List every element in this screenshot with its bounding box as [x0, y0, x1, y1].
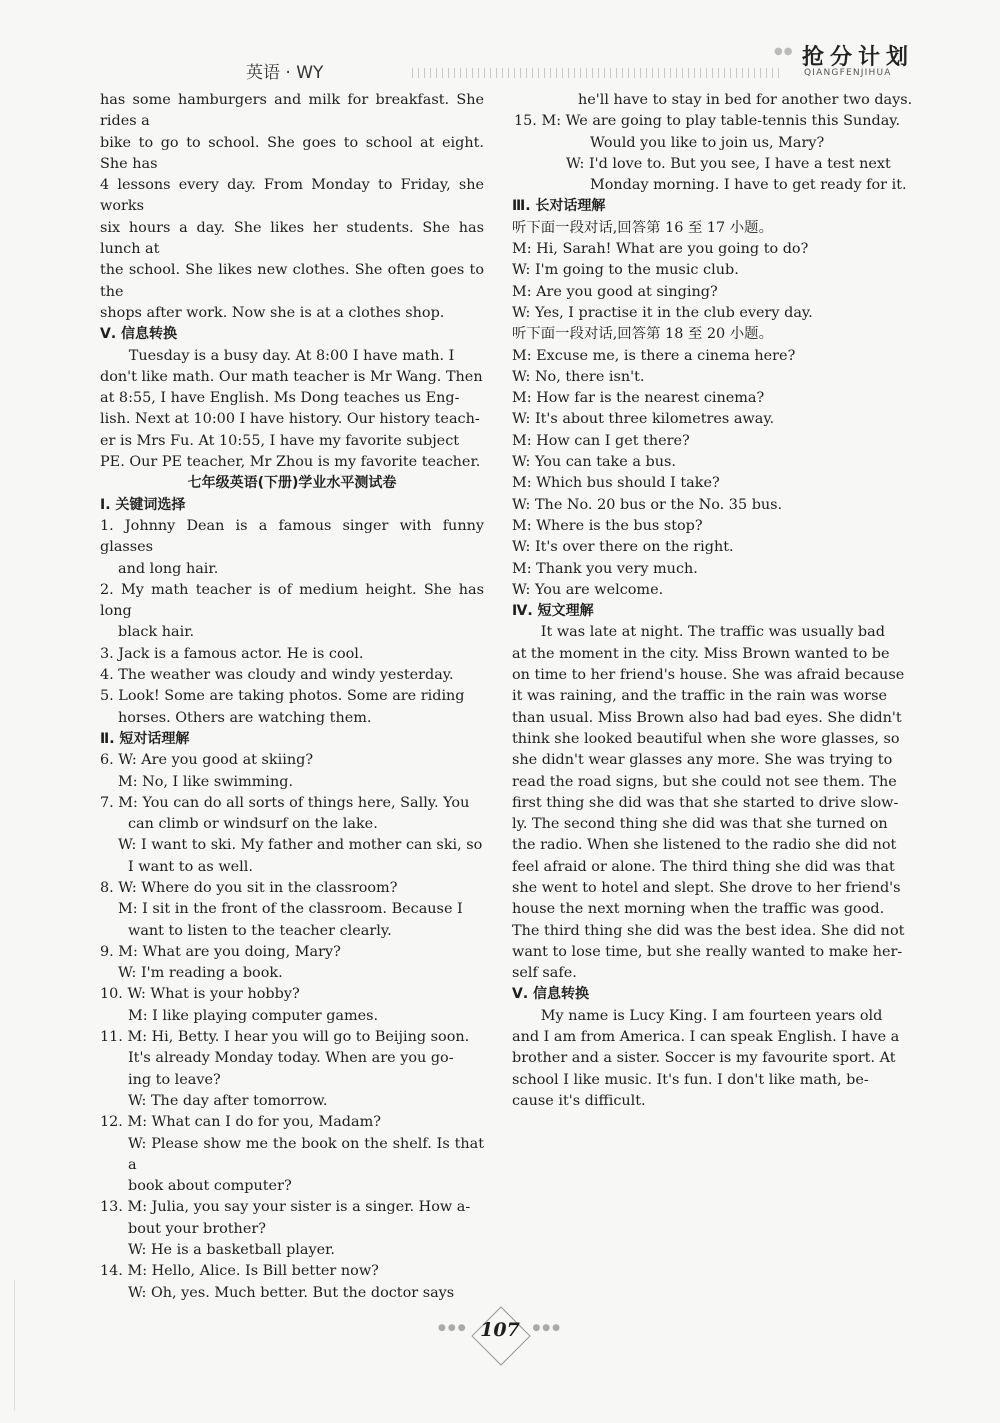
text-line: W: It's over there on the right.: [512, 539, 734, 556]
text-line: bike to go to school. She goes to school at eight. She has: [100, 134, 484, 172]
text-line: on time to her friend's house. She was afraid because: [512, 667, 905, 684]
text-line: W: I'm reading a book.: [118, 965, 283, 982]
text-line: the radio. When she listened to the radio she did not: [512, 837, 897, 854]
text-line: 15. M: We are going to play table-tennis this Sunday.: [514, 113, 901, 130]
text-line: book about computer?: [128, 1178, 292, 1195]
text-line: ly. The second thing she did was that she turned on: [512, 816, 888, 833]
text-line: the school. She likes new clothes. She often goes to the: [100, 262, 484, 300]
text-line: black hair.: [118, 624, 195, 641]
exam-title: 七年级英语(下册)学业水平测试卷: [187, 475, 397, 492]
text-line: The third thing she did was the best idea. She did not: [512, 922, 905, 939]
text-line: at the moment in the city. Miss Brown wanted to be: [512, 645, 890, 662]
section-heading: Ⅴ. 信息转换: [512, 986, 590, 1003]
text-line: M: How can I get there?: [512, 432, 690, 449]
text-line: Tuesday is a busy day. At 8:00 I have math. I: [128, 347, 455, 364]
text-line: W: Please show me the book on the shelf. Is that a: [128, 1135, 484, 1173]
text-line: 1. Johnny Dean is a famous singer with funny glasses: [100, 517, 484, 556]
text-line: 听下面一段对话,回答第 16 至 17 小题。: [512, 219, 773, 236]
text-line: 4. The weather was cloudy and windy yesterday.: [100, 667, 454, 684]
reading-passage: [512, 622, 924, 984]
page-number: 107: [480, 1319, 520, 1341]
right-column: [512, 90, 924, 1112]
text-line: M: Excuse me, is there a cinema here?: [512, 347, 796, 364]
text-line: M: Hi, Sarah! What are you going to do?: [512, 241, 809, 258]
text-line: M: Where is the bus stop?: [512, 517, 703, 534]
text-line: W: I'd love to. But you see, I have a test next: [566, 155, 891, 172]
text-line: six hours a day. She likes her students. She has lunch at: [100, 219, 484, 258]
text-line: horses. Others are watching them.: [118, 709, 372, 726]
text-line: cause it's difficult.: [512, 1092, 646, 1109]
text-line: school I like music. It's fun. I don't like math, be-: [512, 1071, 869, 1088]
text-line: house the next morning when the traffic was good.: [512, 901, 885, 918]
text-line: My name is Lucy King. I am fourteen years old: [540, 1007, 883, 1024]
keyword-section: [100, 516, 484, 729]
intro-paragraph: [100, 90, 484, 324]
section-heading: Ⅱ. 短对话理解: [100, 730, 190, 747]
text-line: I want to as well.: [128, 858, 253, 875]
section-heading: Ⅳ. 短文理解: [512, 603, 594, 620]
text-line: M: I sit in the front of the classroom. Because I: [118, 901, 463, 918]
section-heading: Ⅴ. 信息转换: [100, 326, 178, 343]
info-transfer-paragraph: [100, 346, 484, 474]
text-line: lish. Next at 10:00 I have history. Our history teach-: [100, 411, 480, 428]
text-line: 3. Jack is a famous actor. He is cool.: [100, 645, 364, 662]
brand-pinyin: QIANGFENJIHUA: [804, 68, 892, 78]
text-line: he'll have to stay in bed for another two days.: [578, 92, 913, 108]
text-line: and long hair.: [118, 560, 219, 577]
text-line: er is Mrs Fu. At 10:55, I have my favorite subject: [100, 432, 460, 449]
text-line: W: The day after tomorrow.: [128, 1092, 328, 1109]
section-heading: Ⅲ. 长对话理解: [512, 198, 606, 215]
page-number-badge: [438, 1313, 562, 1363]
long-dialogue-section: [512, 218, 924, 601]
text-line: It was late at night. The traffic was usually bad: [540, 624, 885, 641]
text-line: W: I want to ski. My father and mother can ski, so: [118, 837, 483, 854]
text-line: W: Oh, yes. Much better. But the doctor says: [128, 1284, 455, 1301]
text-line: and I am from America. I can speak English. I have a: [512, 1029, 900, 1046]
text-line: 14. M: Hello, Alice. Is Bill better now?: [100, 1263, 379, 1280]
text-line: PE. Our PE teacher, Mr Zhou is my favorite teacher.: [100, 454, 481, 471]
text-line: 6. W: Are you good at skiing?: [100, 752, 314, 769]
text-line: 4 lessons every day. From Monday to Friday, she works: [100, 177, 484, 215]
text-line: W: You can take a bus.: [512, 454, 676, 471]
text-line: ing to leave?: [128, 1071, 221, 1088]
text-line: 7. M: You can do all sorts of things here, Sally. You: [100, 794, 470, 811]
text-line: 12. M: What can I do for you, Madam?: [100, 1114, 381, 1131]
text-line: 5. Look! Some are taking photos. Some are riding: [100, 688, 465, 705]
text-line: M: How far is the nearest cinema?: [512, 390, 765, 407]
text-line: M: No, I like swimming.: [118, 773, 294, 790]
text-line: W: You are welcome.: [512, 581, 664, 598]
text-line: first thing she did was that she started to drive slow-: [512, 794, 899, 811]
text-line: 13. M: Julia, you say your sister is a singer. How a-: [100, 1199, 471, 1216]
text-line: shops after work. Now she is at a clothes shop.: [100, 304, 445, 321]
text-line: read the road signs, but she could not see them. The: [512, 773, 897, 790]
text-line: 听下面一段对话,回答第 18 至 20 小题。: [512, 326, 773, 343]
dots-icon: ●●●: [438, 1323, 468, 1333]
text-line: M: I like playing computer games.: [128, 1007, 379, 1024]
logo-dots-icon: ●●: [774, 46, 794, 57]
text-line: feel afraid or alone. The third thing she did was that: [512, 858, 895, 875]
text-line: brother and a sister. Soccer is my favourite sport. At: [512, 1050, 896, 1067]
text-line: 10. W: What is your hobby?: [100, 986, 300, 1003]
text-line: it was raining, and the traffic in the rain was worse: [512, 688, 887, 705]
text-line: 11. M: Hi, Betty. I hear you will go to Beijing soon.: [100, 1029, 470, 1046]
text-line: 8. W: Where do you sit in the classroom?: [100, 879, 398, 896]
text-line: self safe.: [512, 965, 577, 982]
text-line: W: No, there isn't.: [512, 368, 645, 385]
subject-label: 英语 · WY: [246, 63, 324, 83]
info-transfer-paragraph: [512, 1006, 924, 1112]
text-line: she went to hotel and slept. She drove to her friend's: [512, 879, 901, 896]
text-line: W: He is a basketball player.: [128, 1242, 335, 1259]
text-line: 2. My math teacher is of medium height. She has long: [100, 581, 484, 620]
dots-icon: ●●●: [532, 1323, 562, 1333]
dialogue-continuation: [512, 90, 924, 196]
text-line: W: It's about three kilometres away.: [512, 411, 775, 428]
text-line: Would you like to join us, Mary?: [590, 134, 825, 151]
text-line: W: Yes, I practise it in the club every day.: [512, 304, 813, 321]
text-line: W: The No. 20 bus or the No. 35 bus.: [512, 496, 783, 513]
text-line: M: Which bus should I take?: [512, 475, 720, 492]
text-line: can climb or windsurf on the lake.: [128, 816, 378, 833]
text-line: at 8:55, I have English. Ms Dong teaches us Eng-: [100, 390, 460, 407]
text-line: think she looked beautiful when she wore glasses, so: [512, 730, 900, 747]
margin-line: [14, 1280, 15, 1410]
text-line: than usual. Miss Brown also had bad eyes. She didn't: [512, 709, 902, 726]
text-line: M: Thank you very much.: [512, 560, 698, 577]
text-line: 9. M: What are you doing, Mary?: [100, 943, 341, 960]
text-line: It's already Monday today. When are you go-: [128, 1050, 454, 1067]
text-line: has some hamburgers and milk for breakfast. She rides a: [100, 92, 484, 130]
text-line: want to listen to the teacher clearly.: [128, 922, 392, 939]
header-rule: [412, 68, 784, 78]
text-line: want to lose time, but she really wanted to make her-: [512, 943, 903, 960]
left-column: [100, 90, 484, 1304]
text-line: W: I'm going to the music club.: [512, 262, 739, 279]
section-heading: Ⅰ. 关键词选择: [100, 496, 186, 513]
text-line: bout your brother?: [128, 1220, 266, 1237]
text-line: Monday morning. I have to get ready for it.: [590, 177, 907, 194]
text-line: M: Are you good at singing?: [512, 283, 718, 300]
short-dialogue-section: [100, 750, 484, 1304]
brand-title: 抢分计划: [802, 45, 915, 70]
text-line: don't like math. Our math teacher is Mr Wang. Then: [100, 368, 483, 385]
text-line: she didn't wear glasses any more. She was trying to: [512, 752, 893, 769]
